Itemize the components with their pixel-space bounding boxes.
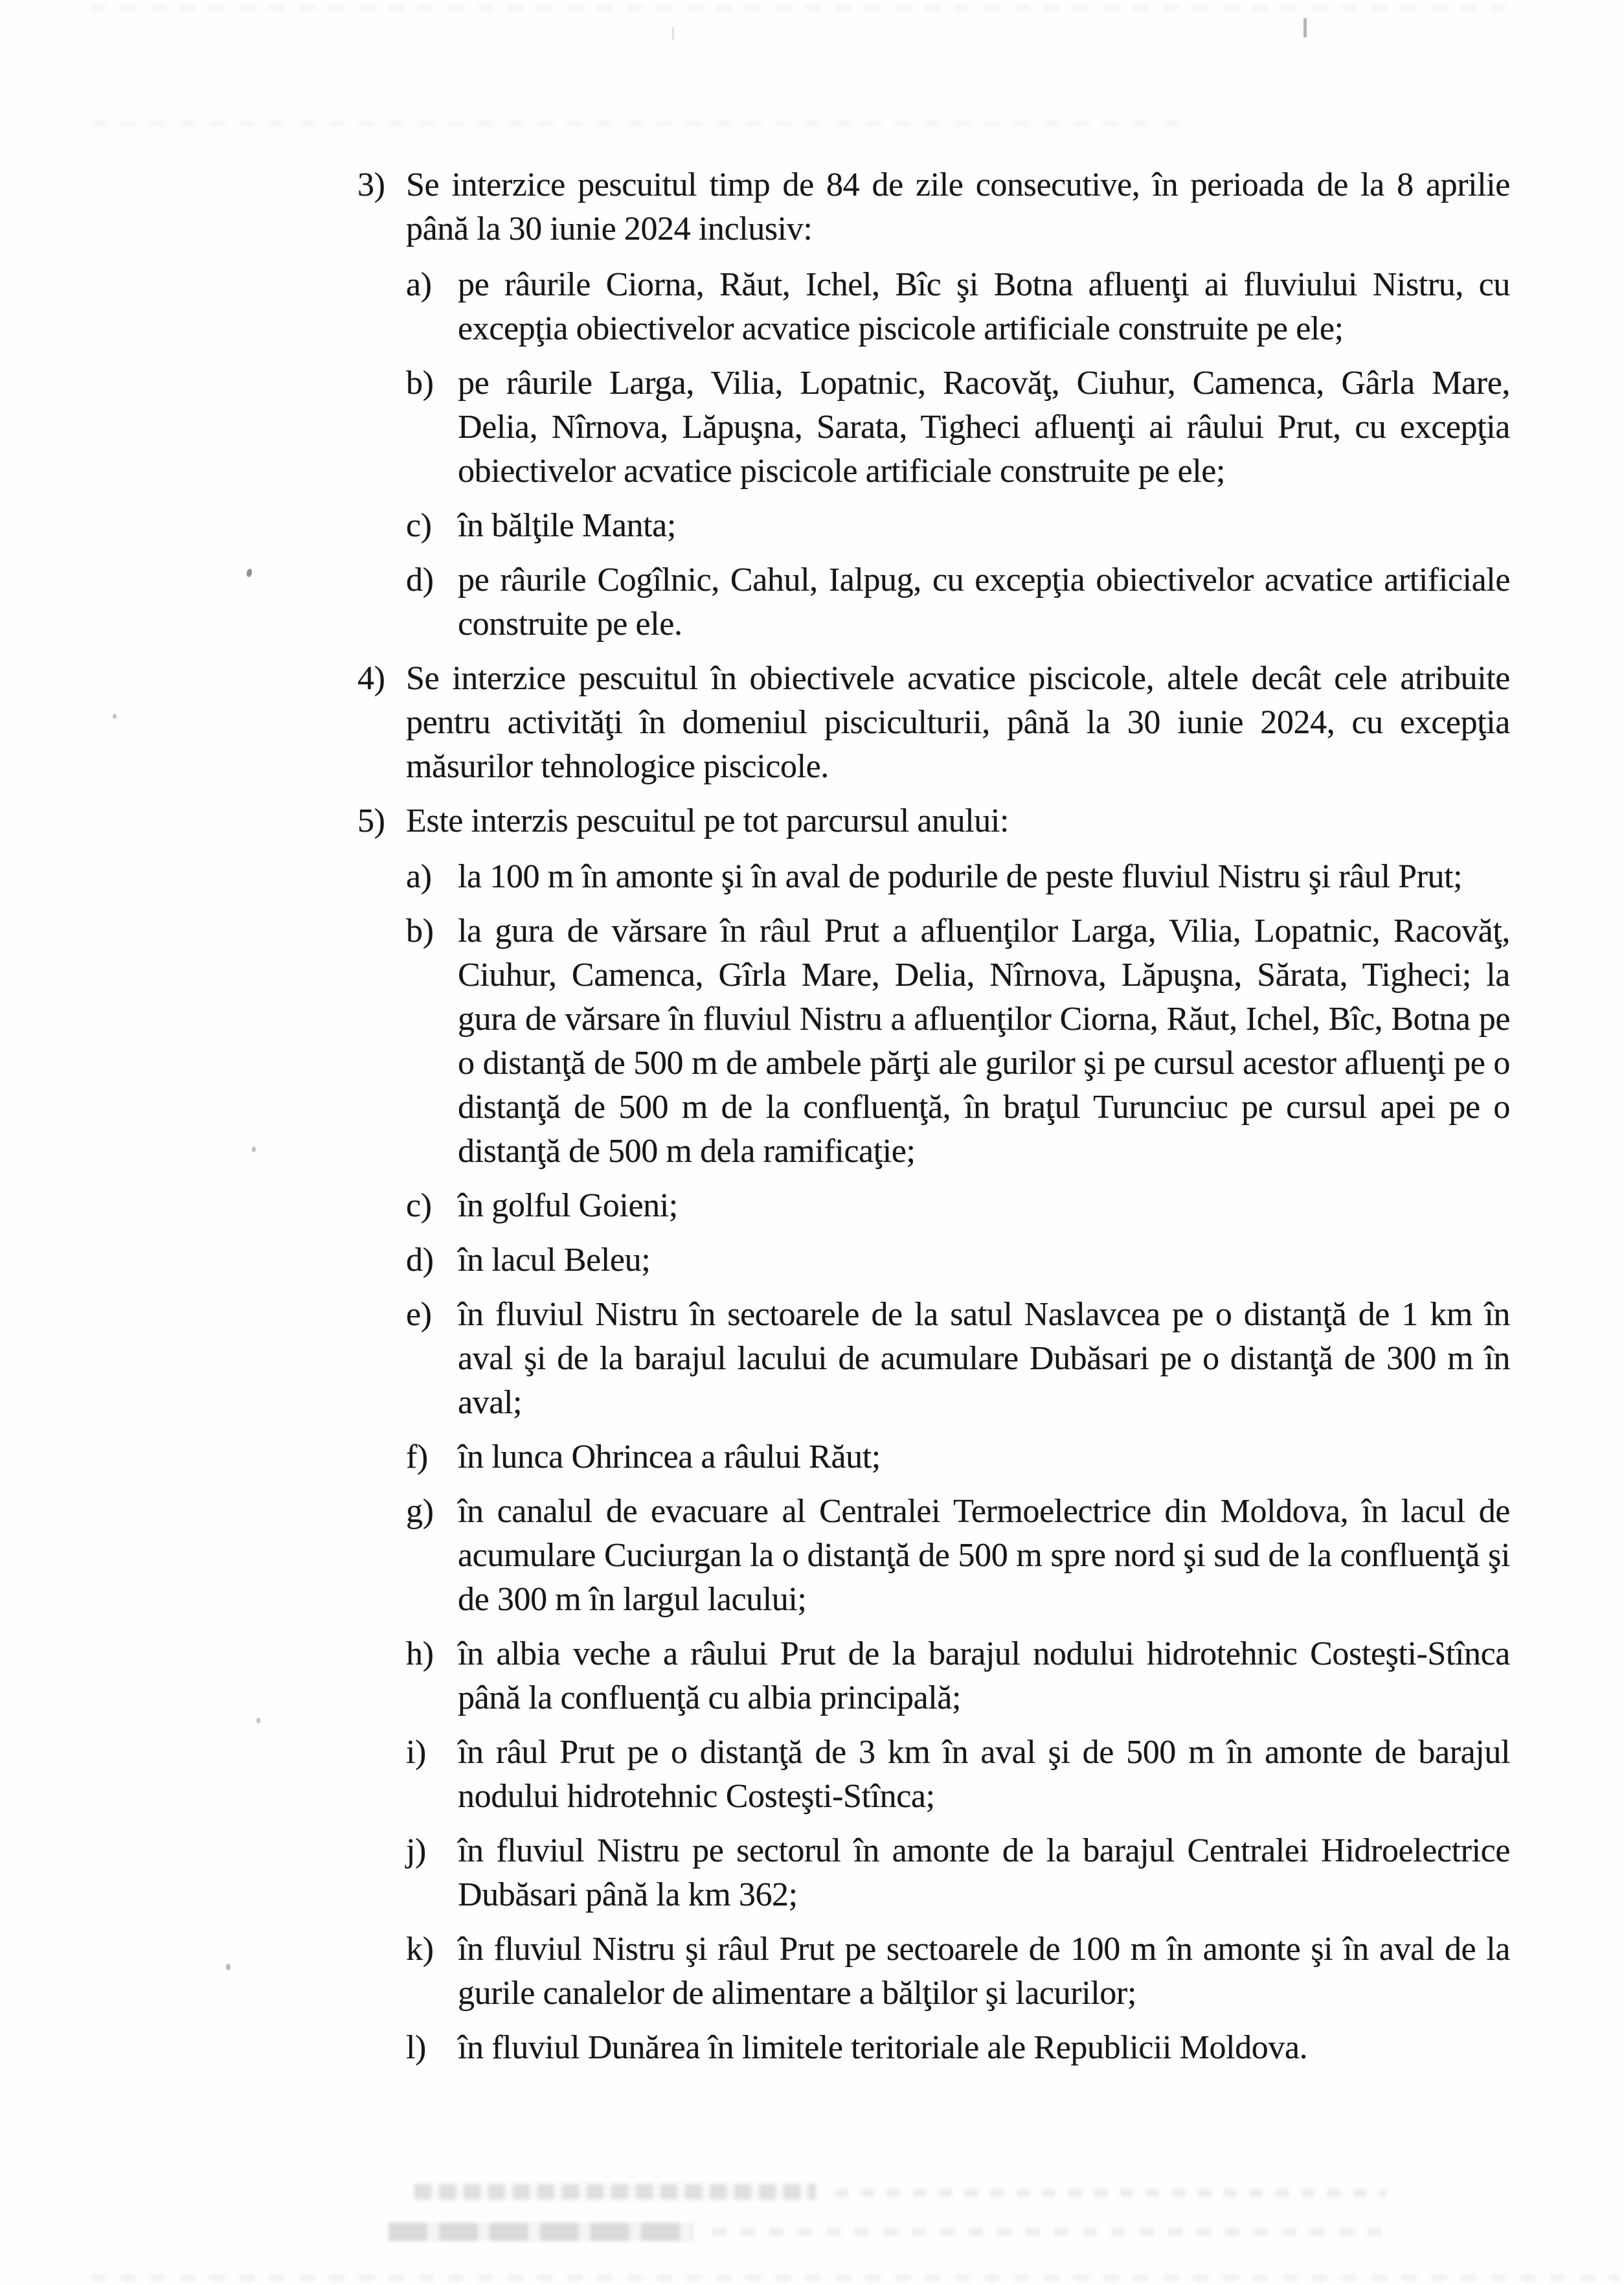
lettered-subitem — [406, 263, 1510, 351]
numbered-item — [357, 657, 1510, 789]
subitem-letter: g) — [406, 1493, 434, 1530]
subitem-text: în lacul Beleu; — [458, 1242, 651, 1279]
subitem-letter: k) — [406, 1931, 434, 1968]
margin-speck — [113, 714, 117, 719]
lettered-subitem — [406, 1490, 1510, 1622]
ordinance-numbered-list — [357, 163, 1510, 2070]
lettered-subitem — [406, 361, 1510, 494]
numbered-item — [357, 799, 1510, 2070]
bleed-through-ghost-text — [835, 2189, 1386, 2197]
subitem-text: la 100 m în amonte şi în aval de podurile de peste fluviul Nistru şi râul Prut; — [458, 858, 1463, 895]
lettered-subitem — [406, 558, 1510, 646]
lettered-sublist — [406, 263, 1510, 646]
lettered-subitem — [406, 1184, 1510, 1228]
subitem-text: în fluviul Nistru şi râul Prut pe sectoarele de 100 m în amonte şi în aval de la gurile canalelor de alimentare a bălţilor şi lacurilor; — [458, 1931, 1510, 2012]
lettered-subitem — [406, 855, 1510, 899]
item-number: 3) — [357, 166, 385, 203]
margin-speck — [252, 1146, 256, 1152]
subitem-letter: e) — [406, 1296, 432, 1333]
bleed-through-ghost-text — [389, 2223, 693, 2241]
lettered-subitem — [406, 1435, 1510, 1479]
subitem-text: în albia veche a râului Prut de la barajul nodului hidrotehnic Costeşti-Stînca până la confluenţă cu albia principală; — [458, 1635, 1510, 1716]
lettered-subitem — [406, 909, 1510, 1174]
margin-speck — [256, 1718, 260, 1723]
margin-speck — [246, 568, 253, 577]
bleed-through-ghost-text — [91, 5, 1515, 10]
item-text: Este interzis pescuitul pe tot parcursul anului: — [406, 802, 1009, 839]
subitem-letter: c) — [406, 507, 432, 544]
lettered-sublist — [406, 855, 1510, 2070]
lettered-subitem — [406, 1731, 1510, 1819]
subitem-text: în canalul de evacuare al Centralei Termoelectrice din Moldova, în lacul de acumulare Cuciurgan la o distanţă de 500 m spre nord şi sud de la confluenţă şi de 300 m în largul lacului; — [458, 1493, 1510, 1618]
subitem-letter: i) — [406, 1734, 426, 1771]
subitem-letter: f) — [406, 1438, 428, 1475]
subitem-letter: d) — [406, 562, 434, 598]
subitem-letter: a) — [406, 266, 432, 303]
bleed-through-ghost-text — [91, 2275, 1619, 2280]
lettered-subitem — [406, 2026, 1510, 2070]
subitem-text: în râul Prut pe o distanţă de 3 km în aval şi de 500 m în amonte de barajul nodului hidrotehnic Costeşti-Stînca; — [458, 1734, 1510, 1815]
subitem-text: în golful Goieni; — [458, 1187, 678, 1224]
lettered-subitem — [406, 504, 1510, 548]
subitem-text: în lunca Ohrincea a râului Răut; — [458, 1438, 881, 1475]
item-text: Se interzice pescuitul în obiectivele acvatice piscicole, altele decât cele atribuite pentru activităţi în domeniul pisciculturii, până la 30 iunie 2024, cu excepţia măsurilor tehnologice piscicole. — [406, 660, 1510, 785]
subitem-text: pe râurile Cogîlnic, Cahul, Ialpug, cu excepţia obiectivelor acvatice artificiale construite pe ele. — [458, 562, 1510, 642]
subitem-text: în bălţile Manta; — [458, 507, 676, 544]
subitem-text: în fluviul Nistru pe sectorul în amonte de la barajul Centralei Hidroelectrice Dubăsari până la km 362; — [458, 1832, 1510, 1913]
lettered-subitem — [406, 1829, 1510, 1917]
item-text: Se interzice pescuitul timp de 84 de zile consecutive, în perioada de la 8 aprilie până la 30 iunie 2024 inclusiv: — [406, 166, 1510, 247]
lettered-subitem — [406, 1238, 1510, 1282]
margin-speck — [672, 27, 674, 40]
subitem-letter: j) — [406, 1832, 426, 1869]
margin-speck — [1303, 18, 1307, 38]
subitem-letter: b) — [406, 913, 434, 949]
subitem-letter: a) — [406, 858, 432, 895]
bleed-through-ghost-text — [712, 2228, 1386, 2236]
item-number: 4) — [357, 660, 385, 697]
subitem-text: la gura de vărsare în râul Prut a afluenţilor Larga, Vilia, Lopatnic, Racovăţ, Ciuhur, Camenca, Gîrla Mare, Delia, Nîrnova, Lăpuşna, Sărata, Tigheci; la gura de vărsare în fluviul Nistru a afluenţilor Ciorna, Răut, Ichel, Bîc, Botna pe o distanţă de 500 m de ambele părţi ale gurilor şi pe cursul acestor afluenţi pe o distanţă de 500 m de la confluenţă, în braţul Turunciuc pe cursul apei pe o distanţă de 500 m dela ramificaţie; — [458, 913, 1510, 1170]
item-number: 5) — [357, 802, 385, 839]
subitem-text: pe râurile Ciorna, Răut, Ichel, Bîc şi Botna afluenţi ai fluviului Nistru, cu excepţia obiectivelor acvatice piscicole artificiale construite pe ele; — [458, 266, 1510, 347]
subitem-letter: b) — [406, 365, 434, 402]
lettered-subitem — [406, 1632, 1510, 1720]
bleed-through-ghost-text — [91, 120, 1191, 126]
subitem-text: în fluviul Dunărea în limitele teritoriale ale Republicii Moldova. — [458, 2029, 1308, 2066]
subitem-text: în fluviul Nistru în sectoarele de la satul Naslavcea pe o distanţă de 1 km în aval şi de la barajul lacului de acumulare Dubăsari pe o distanţă de 300 m în aval; — [458, 1296, 1510, 1421]
subitem-letter: h) — [406, 1635, 434, 1672]
subitem-text: pe râurile Larga, Vilia, Lopatnic, Racovăţ, Ciuhur, Camenca, Gârla Mare, Delia, Nîrnova, Lăpuşna, Sarata, Tigheci afluenţi ai râului Prut, cu excepţia obiectivelor acvatice piscicole artificiale construite pe ele; — [458, 365, 1510, 490]
numbered-item — [357, 163, 1510, 646]
bleed-through-ghost-text — [414, 2184, 816, 2200]
subitem-letter: d) — [406, 1242, 434, 1279]
margin-speck — [226, 1964, 231, 1970]
lettered-subitem — [406, 1293, 1510, 1425]
subitem-letter: l) — [406, 2029, 426, 2066]
lettered-subitem — [406, 1927, 1510, 2016]
subitem-letter: c) — [406, 1187, 432, 1224]
